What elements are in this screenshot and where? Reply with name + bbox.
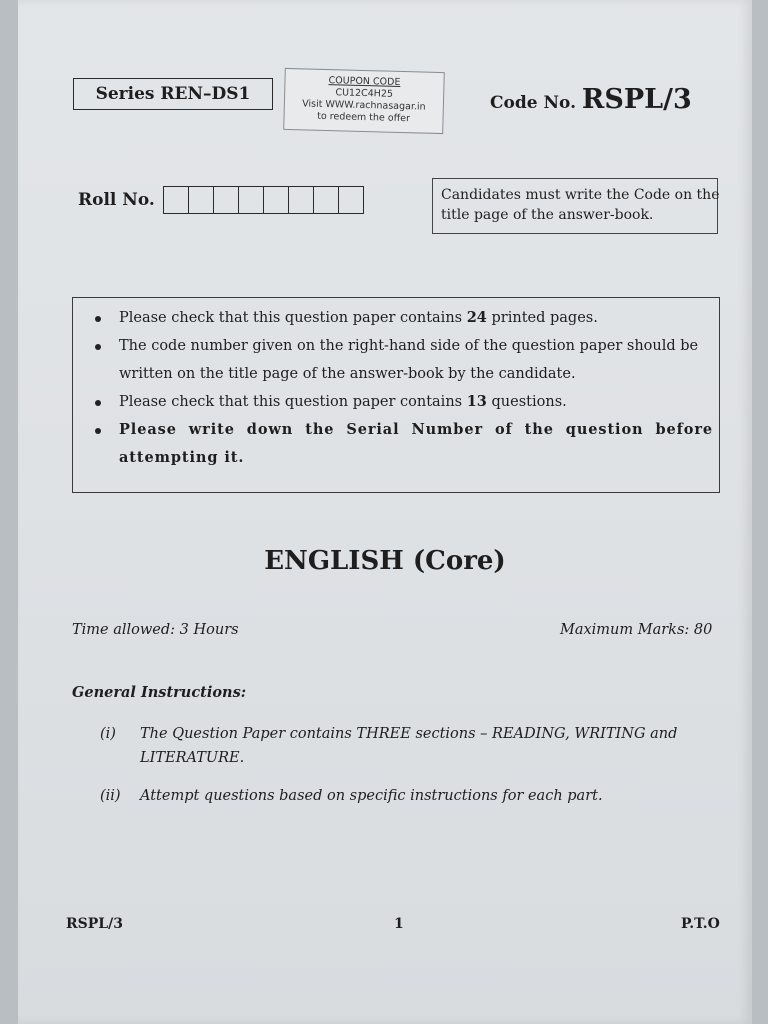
roll-box <box>264 187 289 213</box>
checklist-item: The code number given on the right-hand side of the question paper should be written on the title page of the answer-book by the candidate. <box>93 332 713 388</box>
coupon-code: CU12C4H25 <box>335 87 394 100</box>
page-title: ENGLISH (Core) <box>264 546 506 576</box>
bullet-icon <box>95 316 101 322</box>
bullet-icon <box>95 428 101 434</box>
checklist-box <box>72 297 720 493</box>
general-instructions-heading: General Instructions: <box>72 684 247 701</box>
instruction-text: Attempt questions based on specific instructions for each part. <box>140 788 603 804</box>
instruction-item <box>100 722 730 782</box>
instruction-text: The Question Paper contains THREE sections – READING, WRITING and LITERATURE. <box>140 726 678 766</box>
footer-code: RSPL/3 <box>66 916 123 932</box>
roll-box <box>164 187 189 213</box>
code-value: RSPL/3 <box>581 84 692 115</box>
candidates-note-line: Candidates must write the Code on the <box>441 187 720 203</box>
bullet-icon <box>95 400 101 406</box>
instruction-number: (ii) <box>100 788 121 804</box>
roll-box <box>239 187 264 213</box>
coupon-title: COUPON CODE <box>328 75 401 88</box>
instruction-number: (i) <box>100 726 116 742</box>
roll-number-label: Roll No. <box>78 190 155 210</box>
coupon-sticker <box>283 68 445 134</box>
checklist <box>93 304 713 472</box>
bullet-icon <box>95 344 101 350</box>
roll-box <box>289 187 314 213</box>
checklist-item: Please check that this question paper contains 13 questions. <box>93 388 713 416</box>
coupon-visit-text: Visit WWW.rachnasagar.in <box>301 98 426 113</box>
checklist-item: Please check that this question paper contains 24 printed pages. <box>93 304 713 332</box>
roll-number-boxes <box>163 186 364 214</box>
code-prefix: Code No. <box>490 93 576 113</box>
roll-box <box>339 187 364 213</box>
page-number: 1 <box>394 916 404 932</box>
checklist-item: Please write down the Serial Number of the question before attempting it. <box>93 416 713 472</box>
question-paper-page <box>18 0 752 1024</box>
maximum-marks: Maximum Marks: 80 <box>560 622 713 638</box>
roll-box <box>314 187 339 213</box>
series-label: Series REN–DS1 <box>73 78 273 110</box>
instruction-item <box>100 784 730 814</box>
pto-label: P.T.O <box>681 916 720 932</box>
candidates-note <box>432 178 718 234</box>
roll-box <box>214 187 239 213</box>
roll-box <box>189 187 214 213</box>
code-number <box>490 84 692 115</box>
coupon-redeem-text: to redeem the offer <box>317 110 411 125</box>
time-allowed: Time allowed: 3 Hours <box>72 622 239 638</box>
candidates-note-line: title page of the answer-book. <box>441 207 654 223</box>
